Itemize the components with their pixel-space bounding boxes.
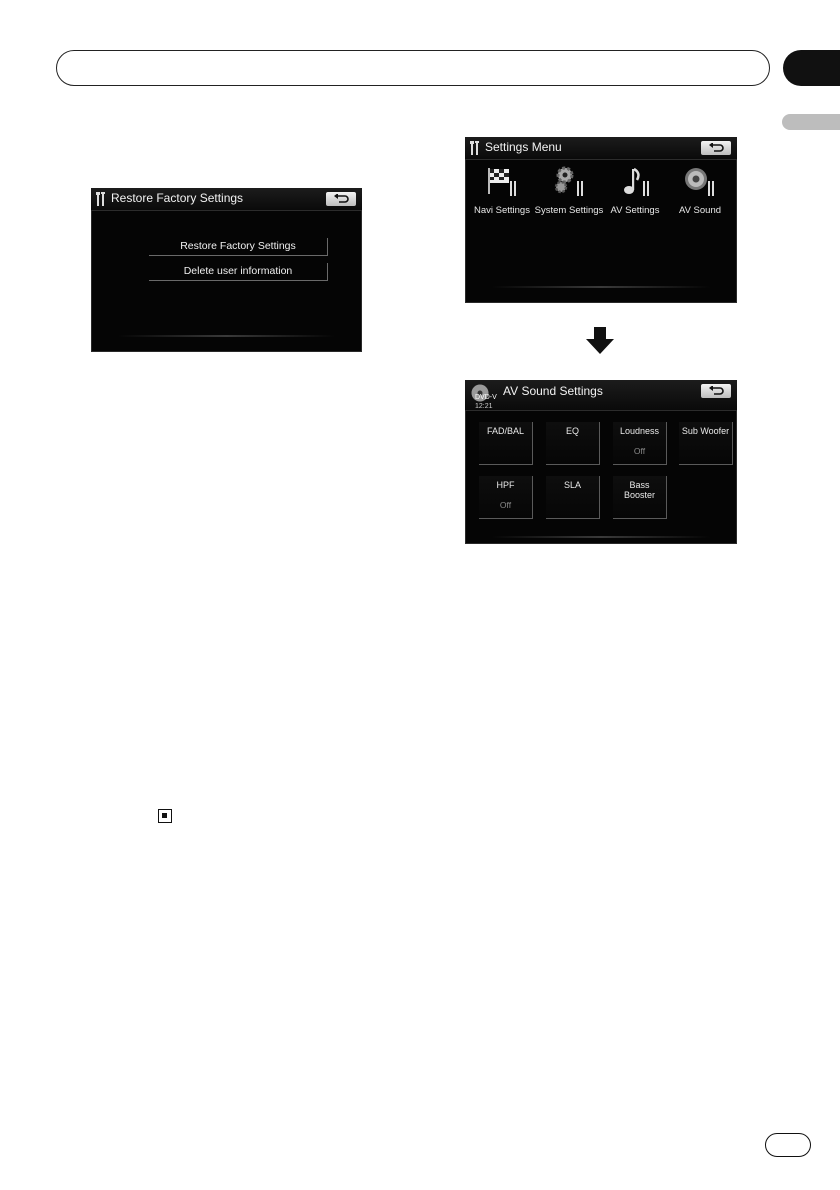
menu-item-navi-settings[interactable] [468,163,536,219]
settings-tools-icon [96,192,106,206]
hpf-button[interactable] [479,476,533,519]
button-label: HPF [496,480,515,490]
down-arrow-icon [586,327,614,355]
button-label: FAD/BAL [486,426,524,436]
back-button[interactable] [701,141,731,155]
delete-user-information-button[interactable]: Delete user information [149,263,328,281]
gears-icon [551,165,587,197]
back-arrow-icon [708,143,724,153]
menu-item-av-sound[interactable] [666,163,734,219]
screen-titlebar [465,380,737,411]
menu-item-label: System Settings [534,205,604,216]
settings-menu-screen [465,137,737,303]
chapter-tab [783,50,840,86]
menu-item-av-settings[interactable] [601,163,669,219]
screen-glow-line [492,536,710,538]
back-arrow-icon [708,386,724,396]
button-label: Loudness [619,426,660,436]
bass-booster-button[interactable] [613,476,667,519]
button-label: Bass Booster [623,480,656,500]
checkered-flag-icon [484,165,520,197]
section-end-mark [158,809,172,823]
sla-button[interactable] [546,476,600,519]
restore-factory-settings-screen [91,188,362,352]
screen-title: Settings Menu [485,140,562,154]
screen-glow-line [492,286,710,288]
page-header-bar [56,50,770,86]
back-button[interactable] [326,192,356,206]
av-sound-settings-screen [465,380,737,544]
back-arrow-icon [333,194,349,204]
screen-title: AV Sound Settings [503,384,603,398]
menu-item-label: AV Settings [610,205,660,216]
button-value: Off [499,500,512,510]
menu-item-label: Navi Settings [474,205,530,216]
menu-item-system-settings[interactable] [535,163,603,219]
page-number-pill [765,1133,811,1157]
settings-tools-icon [470,141,480,155]
eq-button[interactable] [546,422,600,465]
back-button[interactable] [701,384,731,398]
speaker-icon [682,165,718,197]
button-label: Sub Woofer [681,426,730,436]
loudness-button[interactable] [613,422,667,465]
button-label: SLA [563,480,581,490]
fad-bal-button[interactable] [479,422,533,465]
language-tab [782,114,840,130]
menu-item-label: AV Sound [678,205,722,216]
sub-woofer-button[interactable] [679,422,733,465]
screen-glow-line [118,335,335,337]
clock-time: 12:21 [475,403,493,410]
button-label: EQ [565,426,579,436]
screen-titlebar [465,137,737,160]
restore-factory-settings-button[interactable]: Restore Factory Settings [149,238,328,256]
screen-titlebar [91,188,362,211]
music-note-icon [617,165,653,197]
button-value: Off [633,446,646,456]
screen-title: Restore Factory Settings [111,191,244,205]
source-label: DVD-V [475,394,497,401]
